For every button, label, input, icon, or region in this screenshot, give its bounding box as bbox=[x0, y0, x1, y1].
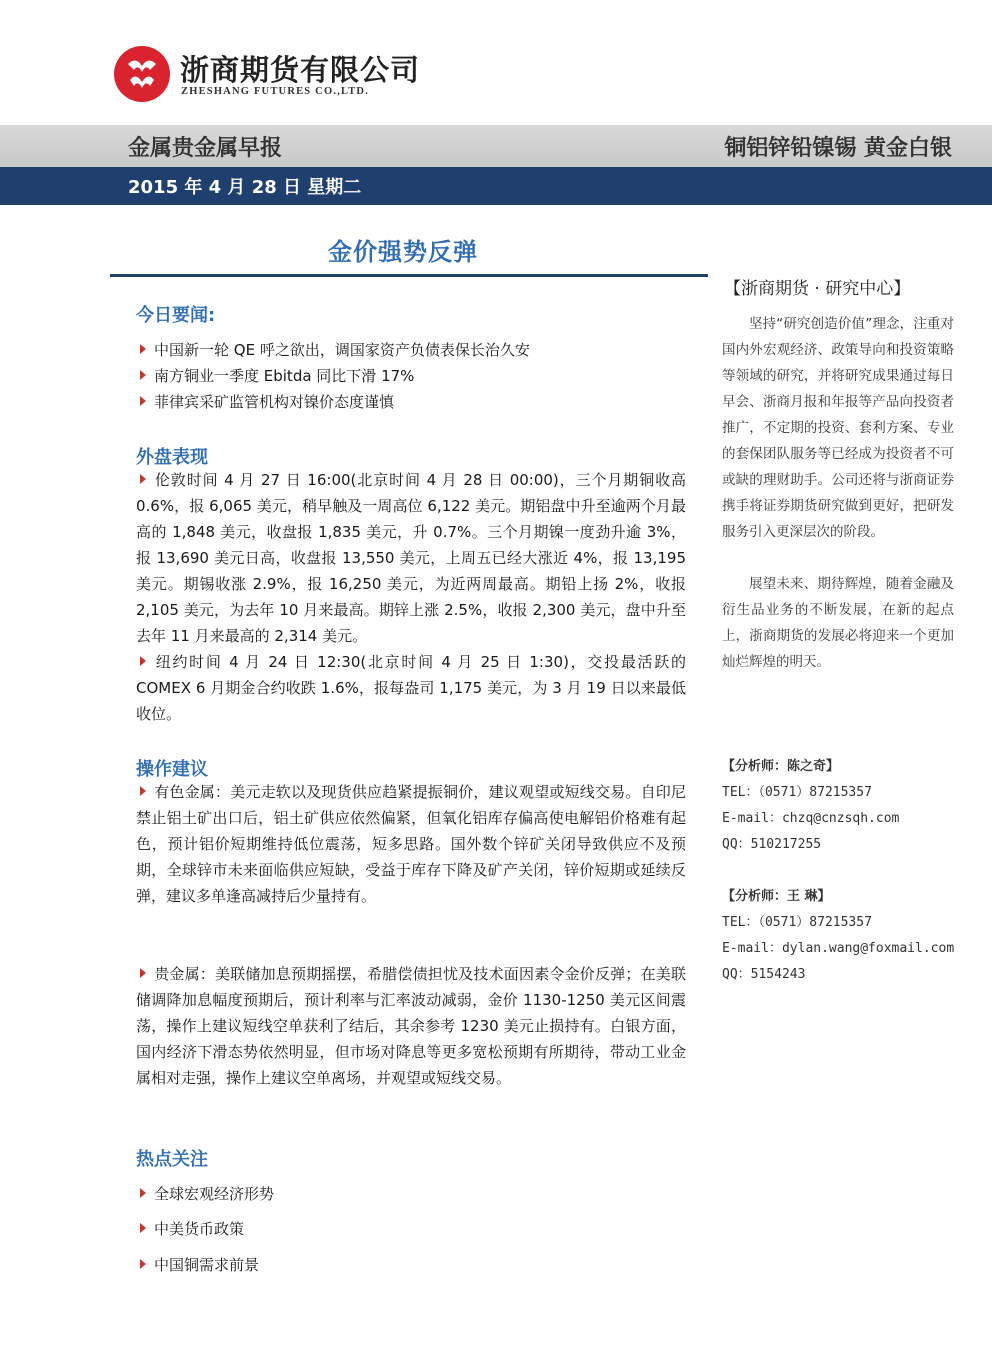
advice-heading: 操作建议 bbox=[136, 759, 208, 780]
news-item: 菲律宾采矿监管机构对镍价态度谨慎 bbox=[140, 389, 394, 415]
analyst-email[interactable]: E-mail：dylan.wang@foxmail.com bbox=[722, 941, 955, 956]
bullet-arrow-icon bbox=[140, 1188, 146, 1198]
hot-item: 全球宏观经济形势 bbox=[140, 1181, 274, 1207]
bullet-arrow-icon bbox=[140, 1259, 146, 1269]
bullet-arrow-icon bbox=[140, 656, 146, 666]
metals-covered: 铜铝锌铅镍锡 黄金白银 bbox=[724, 136, 952, 161]
bullet-arrow-icon bbox=[140, 786, 146, 796]
report-date: 2015 年 4 月 28 日 星期二 bbox=[128, 177, 362, 198]
overseas-lme-paragraph: 伦敦时间 4 月 27 日 16:00(北京时间 4 月 28 日 00:00)，三个月期铜收高 0.6%，报 6,065 美元，稍早触及一周高位 6,122 美元。期铝盘中升至逾两个月最高的 1,848 美元，收盘报 1,835 美元，升 0.7%。三个月期镍一度劲升逾 3%，报 13,690 美元日高，收盘报 13,550 美元，上周五已经大涨近 4%，报 13,195 美元。期锡收涨 2.9%，报 16,250 美元，为近两周最高。期铅上扬 2%，收报 2,105 美元，为去年 10 月来最高。期锌上涨 2.5%，收报 2,300 美元，盘中升至去年 11 月来最高的 2,314 美元。 bbox=[136, 471, 686, 645]
title-divider bbox=[110, 274, 708, 277]
analyst-name: 【分析师：王 琳】 bbox=[722, 889, 831, 904]
company-name-en: ZHESHANG FUTURES CO.,LTD. bbox=[181, 86, 370, 97]
overseas-heading: 外盘表现 bbox=[136, 447, 208, 468]
bullet-arrow-icon bbox=[140, 370, 146, 380]
analyst-card bbox=[722, 754, 899, 858]
analyst-email[interactable]: E-mail：chzq@cnzsqh.com bbox=[722, 811, 900, 826]
research-center-heading: 【浙商期货 · 研究中心】 bbox=[724, 279, 911, 299]
analyst-qq: QQ：510217255 bbox=[722, 837, 822, 852]
bullet-arrow-icon bbox=[140, 1223, 146, 1233]
news-item: 中国新一轮 QE 呼之欲出，调国家资产负债表保长治久安 bbox=[140, 337, 530, 363]
hot-item: 中美货币政策 bbox=[140, 1216, 244, 1242]
hot-heading: 热点关注 bbox=[136, 1149, 208, 1170]
report-type: 金属贵金属早报 bbox=[128, 136, 283, 161]
company-logo-icon bbox=[112, 44, 172, 104]
bullet-arrow-icon bbox=[140, 968, 146, 978]
report-title: 金价强势反弹 bbox=[328, 238, 478, 266]
report-type-band bbox=[0, 125, 992, 167]
hot-item: 中国铜需求前景 bbox=[140, 1252, 259, 1278]
analyst-tel: TEL：（0571）87215357 bbox=[722, 785, 872, 800]
company-name-cn: 浙商期货有限公司 bbox=[180, 53, 421, 87]
analyst-card bbox=[722, 884, 954, 988]
research-center-intro: 坚持“研究创造价值”理念，注重对国内外宏观经济、政策导向和投资策略等领域的研究，并将研究成果通过每日早会、浙商月报和年报等产品向投资者推广，不定期的投资、套利方案、专业的套保团队服务等已经成为投资者不可或缺的理财助手。公司还将与浙商证券携手将证券期货研究做到更好，把研发服务引入更深层次的阶段。 bbox=[722, 316, 954, 540]
overseas-comex-paragraph: 纽约时间 4 月 24 日 12:30(北京时间 4 月 25 日 1:30)，交投最活跃的 COMEX 6 月期金合约收跌 1.6%，报每盎司 1,175 美元，为 3 月 19 日以来最低收位。 bbox=[136, 653, 686, 723]
analyst-tel: TEL：（0571）87215357 bbox=[722, 915, 872, 930]
bullet-arrow-icon bbox=[140, 396, 146, 406]
news-item: 南方铜业一季度 Ebitda 同比下滑 17% bbox=[140, 363, 414, 389]
date-band bbox=[0, 167, 992, 205]
bullet-arrow-icon bbox=[140, 344, 146, 354]
research-center-outlook: 展望未来、期待辉煌，随着金融及衍生品业务的不断发展，在新的起点上，浙商期货的发展必将迎来一个更加灿烂辉煌的明天。 bbox=[722, 576, 954, 670]
advice-precious-metals: 贵金属：美联储加息预期摇摆，希腊偿债担忧及技术面因素令金价反弹；在美联储调降加息幅度预期后，预计利率与汇率波动减弱，金价 1130-1250 美元区间震荡，操作上建议短线空单获利了结后，其余参考 1230 美元止损持有。白银方面，国内经济下滑态势依然明显，但市场对降息等更多宽松预期有所期待，带动工业金属相对走强，操作上建议空单离场，并观望或短线交易。 bbox=[136, 965, 686, 1087]
analyst-qq: QQ：5154243 bbox=[722, 967, 806, 982]
news-heading: 今日要闻: bbox=[136, 305, 216, 326]
advice-base-metals: 有色金属：美元走软以及现货供应趋紧提振铜价，建议观望或短线交易。自印尼禁止铝土矿出口后，铝土矿供应依然偏紧，但氧化铝库存偏高使电解铝价格难有起色，预计铝价短期维持低位震荡，短多思路。国外数个锌矿关闭导致供应不及预期，全球锌市未来面临供应短缺，受益于库存下降及矿产关闭，锌价短期或延续反弹，建议多单逢高减持后少量持有。 bbox=[136, 783, 686, 905]
analyst-name: 【分析师：陈之奇】 bbox=[722, 759, 840, 774]
bullet-arrow-icon bbox=[140, 474, 146, 484]
